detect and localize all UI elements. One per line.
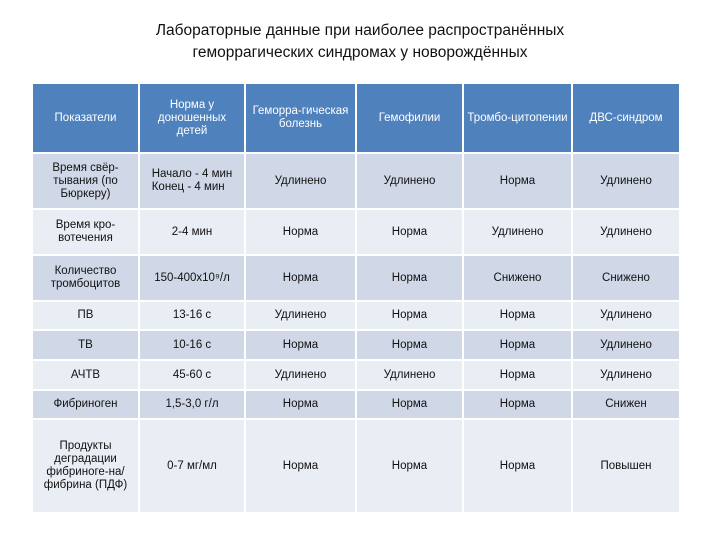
hemophilia-cell: Удлинено [357,154,464,210]
hemophilia-cell: Норма [357,331,464,361]
row-label: ТВ [33,331,140,361]
norm-end: Конец - 4 мин [151,181,225,193]
table-row [33,361,681,391]
hemophilia-cell: Норма [357,256,464,302]
row-label: Время кро-вотечения [33,210,140,256]
title-line-2: геморрагических синдромах у новорождённых [192,44,528,61]
norm-cell: 0-7 мг/мл [140,420,246,514]
lab-data-table [33,84,681,514]
hemorrhagic-cell: Удлинено [246,361,357,391]
header-norm: Норма у доношенных детей [140,84,246,154]
table-row [33,331,681,361]
dic-cell: Удлинено [573,302,681,331]
hemorrhagic-cell: Удлинено [246,302,357,331]
thrombocytopenia-cell: Норма [464,331,573,361]
dic-cell: Удлинено [573,331,681,361]
row-label: АЧТВ [33,361,140,391]
norm-start: Начало - 4 мин [151,168,233,180]
thrombocytopenia-cell: Норма [464,154,573,210]
table-row [33,256,681,302]
thrombocytopenia-cell: Норма [464,361,573,391]
table-row [33,302,681,331]
table-row [33,154,681,210]
row-label: Фибриноген [33,391,140,420]
row-label: ПВ [33,302,140,331]
table-row [33,210,681,256]
norm-cell: 10-16 с [140,331,246,361]
thrombocytopenia-cell: Снижено [464,256,573,302]
dic-cell: Повышен [573,420,681,514]
hemorrhagic-cell: Норма [246,210,357,256]
hemorrhagic-cell: Норма [246,420,357,514]
header-dic: ДВС-синдром [573,84,681,154]
norm-cell: 150-400x10⁹/л [140,256,246,302]
hemorrhagic-cell: Норма [246,331,357,361]
hemophilia-cell: Норма [357,391,464,420]
hemophilia-cell: Норма [357,210,464,256]
thrombocytopenia-cell: Норма [464,391,573,420]
thrombocytopenia-cell: Норма [464,420,573,514]
dic-cell: Удлинено [573,210,681,256]
row-label: Количество тромбоцитов [33,256,140,302]
header-hemophilia: Гемофилии [357,84,464,154]
dic-cell: Снижен [573,391,681,420]
norm-cell: 13-16 с [140,302,246,331]
norm-cell [140,154,246,210]
thrombocytopenia-cell: Норма [464,302,573,331]
norm-cell: 2-4 мин [140,210,246,256]
hemorrhagic-cell: Удлинено [246,154,357,210]
norm-cell: 1,5-3,0 г/л [140,391,246,420]
norm-cell: 45-60 с [140,361,246,391]
hemorrhagic-cell: Норма [246,256,357,302]
table-row [33,391,681,420]
table-row [33,420,681,514]
dic-cell: Удлинено [573,361,681,391]
header-thrombocytopenia: Тромбо-цитопении [464,84,573,154]
thrombocytopenia-cell: Удлинено [464,210,573,256]
dic-cell: Удлинено [573,154,681,210]
hemophilia-cell: Норма [357,420,464,514]
hemophilia-cell: Удлинено [357,361,464,391]
hemophilia-cell: Норма [357,302,464,331]
page-title [60,20,660,64]
title-line-1: Лабораторные данные при наиболее распространённых [155,22,565,39]
dic-cell: Снижено [573,256,681,302]
header-indicator: Показатели [33,84,140,154]
hemorrhagic-cell: Норма [246,391,357,420]
header-hemorrhagic-disease: Геморра-гическая болезнь [246,84,357,154]
row-label: Время свёр-тывания (по Бюркеру) [33,154,140,210]
row-label: Продукты деградации фибриноге-на/фибрина (ПДФ) [33,420,140,514]
table-header-row [33,84,681,154]
